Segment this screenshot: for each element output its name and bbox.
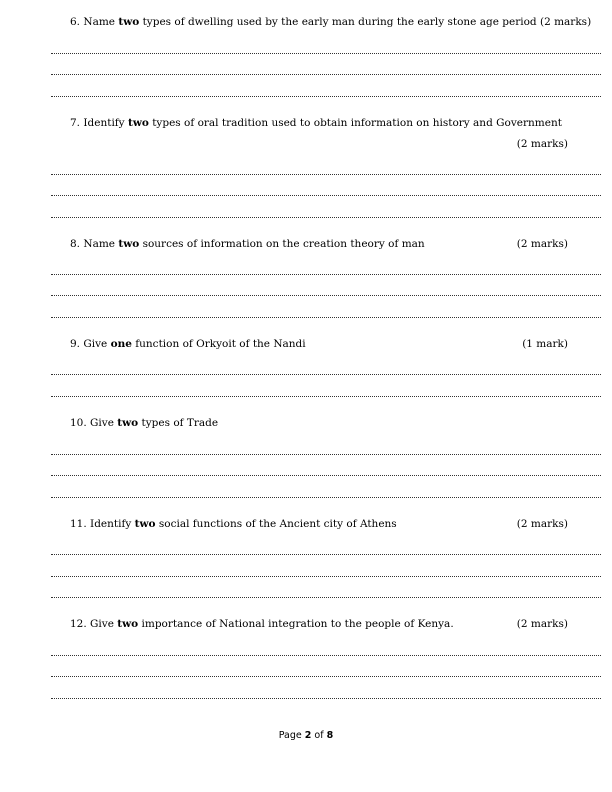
question-marks: (1 mark)	[522, 338, 568, 350]
answer-line[interactable]	[51, 295, 601, 296]
question-text-post: types of oral tradition used to obtain information on history and Government	[148, 117, 562, 129]
question-text-post: types of dwelling used by the early man during the early stone age period	[139, 16, 537, 28]
question-text-post: social functions of the Ancient city of Athens	[155, 518, 397, 530]
question-number: 8.	[70, 238, 81, 250]
question-text-pre: Name	[83, 16, 119, 28]
question-keyword: one	[110, 338, 132, 350]
question-keyword: two	[127, 117, 149, 129]
question-number: 7.	[70, 117, 81, 129]
question-number: 11.	[70, 518, 87, 530]
answer-line[interactable]	[51, 274, 601, 275]
answer-line[interactable]	[51, 317, 601, 318]
answer-line[interactable]	[51, 96, 601, 97]
question-marks: (2 marks)	[539, 16, 592, 28]
answer-line[interactable]	[51, 74, 601, 75]
question-6	[70, 16, 592, 28]
question-text-pre: Give	[90, 417, 118, 429]
answer-line[interactable]	[51, 396, 601, 397]
answer-line[interactable]	[51, 195, 601, 196]
question-number: 12.	[70, 618, 87, 630]
answer-line[interactable]	[51, 576, 601, 577]
question-7	[70, 117, 572, 129]
answer-line[interactable]	[51, 475, 601, 476]
question-text-pre: Give	[83, 338, 111, 350]
page-total: 8	[326, 730, 334, 741]
question-marks: (2 marks)	[516, 618, 568, 630]
question-text-post: importance of National integration to the people of Kenya.	[138, 618, 454, 630]
page-footer	[0, 730, 612, 741]
question-number: 10.	[70, 417, 87, 429]
answer-line[interactable]	[51, 174, 601, 175]
answer-line[interactable]	[51, 655, 601, 656]
question-11	[70, 518, 572, 530]
question-keyword: two	[134, 518, 156, 530]
answer-line[interactable]	[51, 454, 601, 455]
answer-line[interactable]	[51, 698, 601, 699]
page-word: Page	[278, 730, 302, 741]
question-text-post: types of Trade	[138, 417, 219, 429]
question-keyword: two	[117, 618, 139, 630]
question-keyword: two	[118, 238, 140, 250]
question-text-post: sources of information on the creation theory of man	[139, 238, 425, 250]
question-text-pre: Name	[83, 238, 119, 250]
question-marks: (2 marks)	[516, 238, 568, 250]
question-number: 9.	[70, 338, 81, 350]
question-10	[70, 417, 572, 429]
of-word: of	[314, 730, 324, 741]
answer-line[interactable]	[51, 497, 601, 498]
question-marks: (2 marks)	[516, 518, 568, 530]
question-text-pre: Identify	[83, 117, 128, 129]
question-8	[70, 238, 572, 250]
page-number: 2	[304, 730, 312, 741]
question-keyword: two	[118, 16, 140, 28]
question-marks: (2 marks)	[516, 138, 568, 150]
question-12	[70, 618, 572, 630]
question-9	[70, 338, 572, 350]
answer-line[interactable]	[51, 374, 601, 375]
answer-line[interactable]	[51, 676, 601, 677]
question-text-post: function of Orkyoit of the Nandi	[131, 338, 306, 350]
question-keyword: two	[117, 417, 139, 429]
answer-line[interactable]	[51, 554, 601, 555]
question-text-pre: Identify	[90, 518, 135, 530]
question-text-pre: Give	[90, 618, 118, 630]
answer-line[interactable]	[51, 217, 601, 218]
answer-line[interactable]	[51, 53, 601, 54]
question-number: 6.	[70, 16, 81, 28]
answer-line[interactable]	[51, 597, 601, 598]
